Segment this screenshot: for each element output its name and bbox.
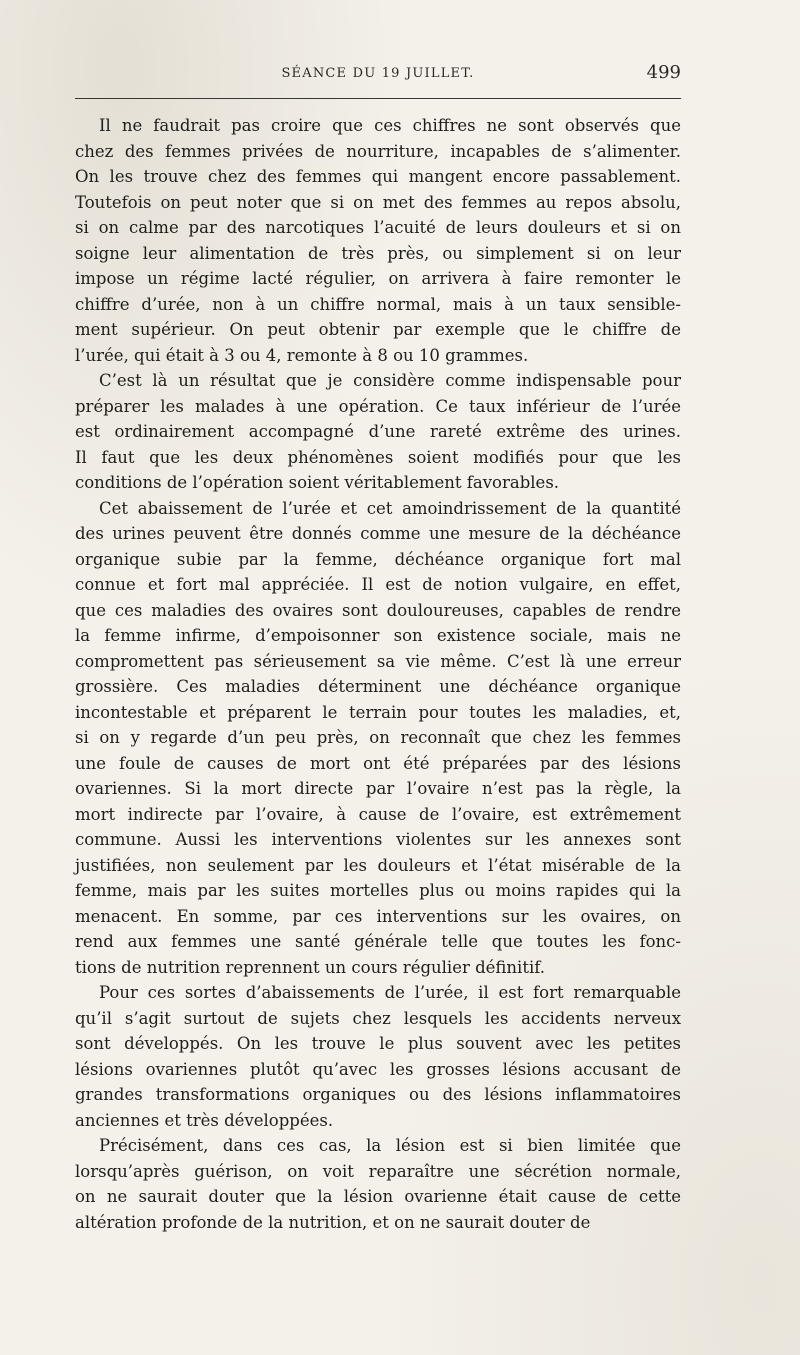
text-line: on ne saurait douter que la lésion ovarienne était cause de cette xyxy=(75,1187,681,1206)
text-line: rend aux femmes une santé générale telle que toutes les fonc- xyxy=(75,932,681,951)
text-line: organique subie par la femme, déchéance organique fort mal xyxy=(75,549,681,569)
text-line: est ordinairement accompagné d’une rareté extrême des urines. xyxy=(75,422,681,441)
paragraph xyxy=(75,113,681,368)
paragraph xyxy=(75,1133,681,1235)
text-line: lorsqu’après guérison, on voit reparaître une sécrétion normale, xyxy=(75,1161,681,1181)
text-line: incontestable et préparent le terrain pour toutes les maladies, et, xyxy=(75,702,681,722)
text-line: que ces maladies des ovaires sont douloureuses, capables de rendre xyxy=(75,600,681,620)
running-head xyxy=(75,60,681,90)
text-line: conditions de l’opération soient véritablement favorables. xyxy=(75,473,560,492)
text-line: connue et fort mal appréciée. Il est de notion vulgaire, en effet, xyxy=(75,575,681,594)
text-line: chiffre d’urée, non à un chiffre normal, mais à un taux sensible- xyxy=(75,294,681,314)
text-line: grossière. Ces maladies déterminent une déchéance organique xyxy=(75,677,681,696)
text-line: menacent. En somme, par ces interventions sur les ovaires, on xyxy=(75,906,681,926)
text-line: sont développés. On les trouve le plus souvent avec les petites xyxy=(75,1034,681,1053)
text-line: Il faut que les deux phénomènes soient modifiés pour que les xyxy=(75,447,681,467)
paragraph xyxy=(75,368,681,496)
text-line: ovariennes. Si la mort directe par l’ovaire n’est pas la règle, la xyxy=(75,779,681,798)
text-line: si on y regarde d’un peu près, on reconnaît que chez les femmes xyxy=(75,728,681,747)
text-line: la femme infirme, d’empoisonner son existence sociale, mais ne xyxy=(75,626,681,645)
text-line: si on calme par des narcotiques l’acuité de leurs douleurs et si on xyxy=(75,218,681,237)
text-line: On les trouve chez des femmes qui mangent encore passablement. xyxy=(75,167,681,186)
text-line: Pour ces sortes d’abaissements de l’urée, il est fort remarquable xyxy=(99,983,681,1002)
header-rule xyxy=(75,98,681,99)
text-line: Il ne faudrait pas croire que ces chiffres ne sont observés que xyxy=(99,116,681,135)
text-line: grandes transformations organiques ou des lésions inflammatoires xyxy=(75,1085,681,1104)
text-line: chez des femmes privées de nourriture, incapables de s’alimenter. xyxy=(75,141,681,161)
text-line: altération profonde de la nutrition, et on ne saurait douter de xyxy=(75,1212,591,1232)
text-line: lésions ovariennes plutôt qu’avec les grosses lésions accusant de xyxy=(75,1059,681,1079)
text-line: femme, mais par les suites mortelles plus ou moins rapides qui la xyxy=(75,881,681,900)
text-line: qu’il s’agit surtout de sujets chez lesquels les accidents nerveux xyxy=(75,1008,681,1028)
text-line: ment supérieur. On peut obtenir par exemple que le chiffre de xyxy=(75,320,681,339)
text-line: impose un régime lacté régulier, on arrivera à faire remonter le xyxy=(75,269,681,288)
running-head-title: SÉANCE DU 19 JUILLET. xyxy=(281,66,475,81)
text-line: l’urée, qui était à 3 ou 4, remonte à 8 ou 10 grammes. xyxy=(75,345,529,365)
text-line: Précisément, dans ces cas, la lésion est si bien limitée que xyxy=(99,1136,681,1155)
body-text xyxy=(75,113,681,1235)
text-line: justifiées, non seulement par les douleurs et l’état misérable de la xyxy=(75,855,681,875)
text-line: tions de nutrition reprennent un cours régulier définitif. xyxy=(75,957,546,977)
text-line: soigne leur alimentation de très près, ou simplement si on leur xyxy=(75,243,681,263)
text-line: C’est là un résultat que je considère comme indispensable pour xyxy=(99,371,681,390)
text-line: une foule de causes de mort ont été préparées par des lésions xyxy=(75,753,681,773)
text-line: compromettent pas sérieusement sa vie même. C’est là une erreur xyxy=(75,651,681,671)
text-line: préparer les malades à une opération. Ce taux inférieur de l’urée xyxy=(75,396,681,416)
text-line: des urines peuvent être donnés comme une mesure de la déchéance xyxy=(75,524,681,543)
text-line: Cet abaissement de l’urée et cet amoindrissement de la quantité xyxy=(99,498,681,518)
text-line: anciennes et très développées. xyxy=(75,1110,334,1130)
paragraph xyxy=(75,980,681,1133)
text-line: Toutefois on peut noter que si on met des femmes au repos absolu, xyxy=(75,192,681,212)
paragraph xyxy=(75,496,681,981)
page-number: 499 xyxy=(646,62,681,83)
text-line: commune. Aussi les interventions violentes sur les annexes sont xyxy=(75,830,681,849)
text-line: mort indirecte par l’ovaire, à cause de l’ovaire, est extrêmement xyxy=(75,804,681,824)
